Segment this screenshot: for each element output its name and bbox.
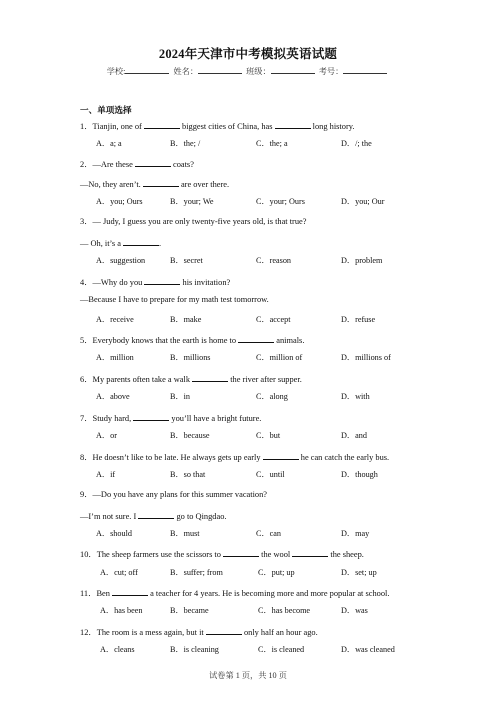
option-c[interactable]: C．put; up	[258, 568, 295, 577]
option-a[interactable]: A．has been	[100, 606, 143, 615]
question-text: he can catch the early bus.	[298, 453, 390, 462]
question-text: 12．The room is a mess again, but it	[80, 628, 206, 637]
option-d[interactable]: D．was	[341, 606, 368, 615]
question-text: 9．—Do you have any plans for this summer vacation?	[80, 490, 267, 499]
question-line	[80, 548, 364, 560]
question-line	[80, 276, 230, 288]
question-line	[80, 510, 227, 522]
option-b[interactable]: B．secret	[170, 256, 203, 265]
question-text: only half an hour ago.	[241, 628, 318, 637]
class-label: 班级：	[246, 67, 271, 76]
answer-blank[interactable]	[263, 451, 299, 460]
school-blank[interactable]	[125, 66, 169, 74]
option-a[interactable]: A．a; a	[96, 139, 122, 148]
option-c[interactable]: C．is cleaned	[258, 645, 305, 654]
option-a[interactable]: A．above	[96, 392, 130, 401]
option-b[interactable]: B．so that	[170, 470, 206, 479]
name-blank[interactable]	[198, 66, 242, 74]
question-text: —No, they aren’t.	[80, 180, 143, 189]
option-a[interactable]: A．cleans	[100, 645, 135, 654]
option-c[interactable]: C．but	[256, 431, 281, 440]
question-text: biggest cities of China, has	[179, 122, 275, 131]
option-a[interactable]: A．suggestion	[96, 256, 146, 265]
option-d[interactable]: D．set; up	[341, 568, 377, 577]
question-line	[80, 451, 389, 463]
option-c[interactable]: C．along	[256, 392, 288, 401]
option-b[interactable]: B．the; /	[170, 139, 201, 148]
option-b[interactable]: B．millions	[170, 353, 211, 362]
answer-blank[interactable]	[292, 548, 328, 557]
answer-blank[interactable]	[275, 120, 311, 129]
question-line	[80, 120, 354, 132]
page-footer: 试卷第 1 页，共 10 页	[209, 671, 287, 680]
option-b[interactable]: B．your; We	[170, 197, 214, 206]
option-a[interactable]: A．should	[96, 529, 132, 538]
question-text: —Because I have to prepare for my math test tomorrow.	[80, 295, 269, 304]
option-c[interactable]: C．your; Ours	[256, 197, 305, 206]
option-c[interactable]: C．can	[256, 529, 282, 538]
option-c[interactable]: C．until	[256, 470, 285, 479]
question-line	[80, 490, 267, 500]
question-text: 1．Tianjin, one of	[80, 122, 144, 131]
question-text: the wool	[259, 550, 293, 559]
exam-no-label: 考号：	[318, 67, 344, 76]
question-text: 7．Study hard,	[80, 414, 134, 423]
option-d[interactable]: D．may	[341, 529, 370, 538]
answer-blank[interactable]	[135, 158, 171, 167]
question-text: 10．The sheep farmers use the scissors to	[80, 550, 224, 559]
option-d[interactable]: D．refuse	[341, 315, 376, 324]
option-a[interactable]: A．cut; off	[100, 568, 138, 577]
answer-blank[interactable]	[144, 276, 180, 285]
question-text: coats?	[170, 160, 194, 169]
question-text: 4．—Why do you	[80, 278, 145, 287]
question-text: go to Qingdao.	[174, 512, 227, 521]
question-text: you’ll have a bright future.	[169, 414, 262, 423]
answer-blank[interactable]	[123, 237, 162, 248]
option-b[interactable]: B．make	[170, 315, 202, 324]
question-line	[80, 217, 306, 227]
answer-blank[interactable]	[192, 373, 228, 382]
question-text: .	[159, 239, 162, 248]
question-line	[80, 237, 161, 249]
option-a[interactable]: A．or	[96, 431, 117, 440]
exam-no-blank[interactable]	[343, 66, 387, 74]
option-a[interactable]: A．receive	[96, 315, 134, 324]
page-title: 2024年天津市中考模拟英语试题	[158, 47, 338, 61]
question-line	[80, 295, 269, 305]
question-text: the river after supper.	[228, 375, 302, 384]
school-label: 学校:	[106, 67, 126, 76]
question-line	[80, 626, 318, 638]
question-text: animals.	[274, 336, 305, 345]
option-d[interactable]: D．/; the	[341, 139, 372, 148]
question-text: 6．My parents often take a walk	[80, 375, 193, 384]
option-d[interactable]: D．millions of	[341, 353, 391, 362]
option-c[interactable]: C．accept	[256, 315, 291, 324]
question-text: — Oh, it’s a	[80, 239, 124, 248]
option-b[interactable]: B．is cleaning	[170, 645, 219, 654]
option-b[interactable]: B．because	[170, 431, 210, 440]
option-d[interactable]: D．was cleaned	[341, 645, 395, 654]
question-text: 11．Ben	[80, 589, 113, 598]
answer-blank[interactable]	[144, 120, 180, 129]
question-text: 2．—Are these	[80, 160, 135, 169]
option-b[interactable]: B．in	[170, 392, 191, 401]
question-text: his invitation?	[180, 278, 231, 287]
class-blank[interactable]	[271, 66, 315, 74]
question-text: are over there.	[178, 180, 230, 189]
name-label: 姓名：	[173, 67, 199, 76]
option-b[interactable]: B．suffer; from	[170, 568, 223, 577]
answer-blank[interactable]	[143, 178, 179, 187]
option-d[interactable]: D．you; Our	[341, 197, 385, 206]
option-d[interactable]: D．with	[341, 392, 370, 401]
option-c[interactable]: C．reason	[256, 256, 292, 265]
option-a[interactable]: A．million	[96, 353, 134, 362]
question-line	[80, 158, 194, 170]
question-text: the sheep.	[328, 550, 364, 559]
question-text: 5．Everybody knows that the earth is home to	[80, 336, 239, 345]
question-text: long history.	[310, 122, 355, 131]
question-text: 8．He doesn’t like to be late. He always gets up early	[80, 453, 263, 462]
answer-blank[interactable]	[238, 334, 274, 343]
answer-blank[interactable]	[223, 548, 259, 557]
option-b[interactable]: B．must	[170, 529, 200, 538]
option-c[interactable]: C．has become	[258, 606, 311, 615]
question-line	[80, 373, 302, 385]
question-line	[80, 412, 261, 424]
option-a[interactable]: A．you; Ours	[96, 197, 143, 206]
section-title: 一、单项选择	[80, 105, 132, 115]
question-text: a teacher for 4 years. He is becoming more and more popular at school.	[148, 589, 390, 598]
answer-blank[interactable]	[138, 510, 174, 519]
option-c[interactable]: C．million of	[256, 353, 303, 362]
question-text: 3．— Judy, I guess you are only twenty-five years old, is that true?	[80, 217, 307, 226]
answer-blank[interactable]	[133, 412, 169, 421]
question-text: —I’m not sure. I	[80, 512, 139, 521]
option-d[interactable]: D．though	[341, 470, 378, 479]
answer-blank[interactable]	[112, 587, 148, 596]
option-c[interactable]: C．the; a	[256, 139, 288, 148]
option-a[interactable]: A．if	[96, 470, 116, 479]
question-line	[80, 334, 304, 346]
option-d[interactable]: D．problem	[341, 256, 383, 265]
question-line	[80, 178, 229, 190]
student-info-row	[0, 66, 496, 77]
question-line	[80, 587, 389, 599]
answer-blank[interactable]	[206, 626, 242, 635]
option-b[interactable]: B．became	[170, 606, 209, 615]
option-d[interactable]: D．and	[341, 431, 367, 440]
